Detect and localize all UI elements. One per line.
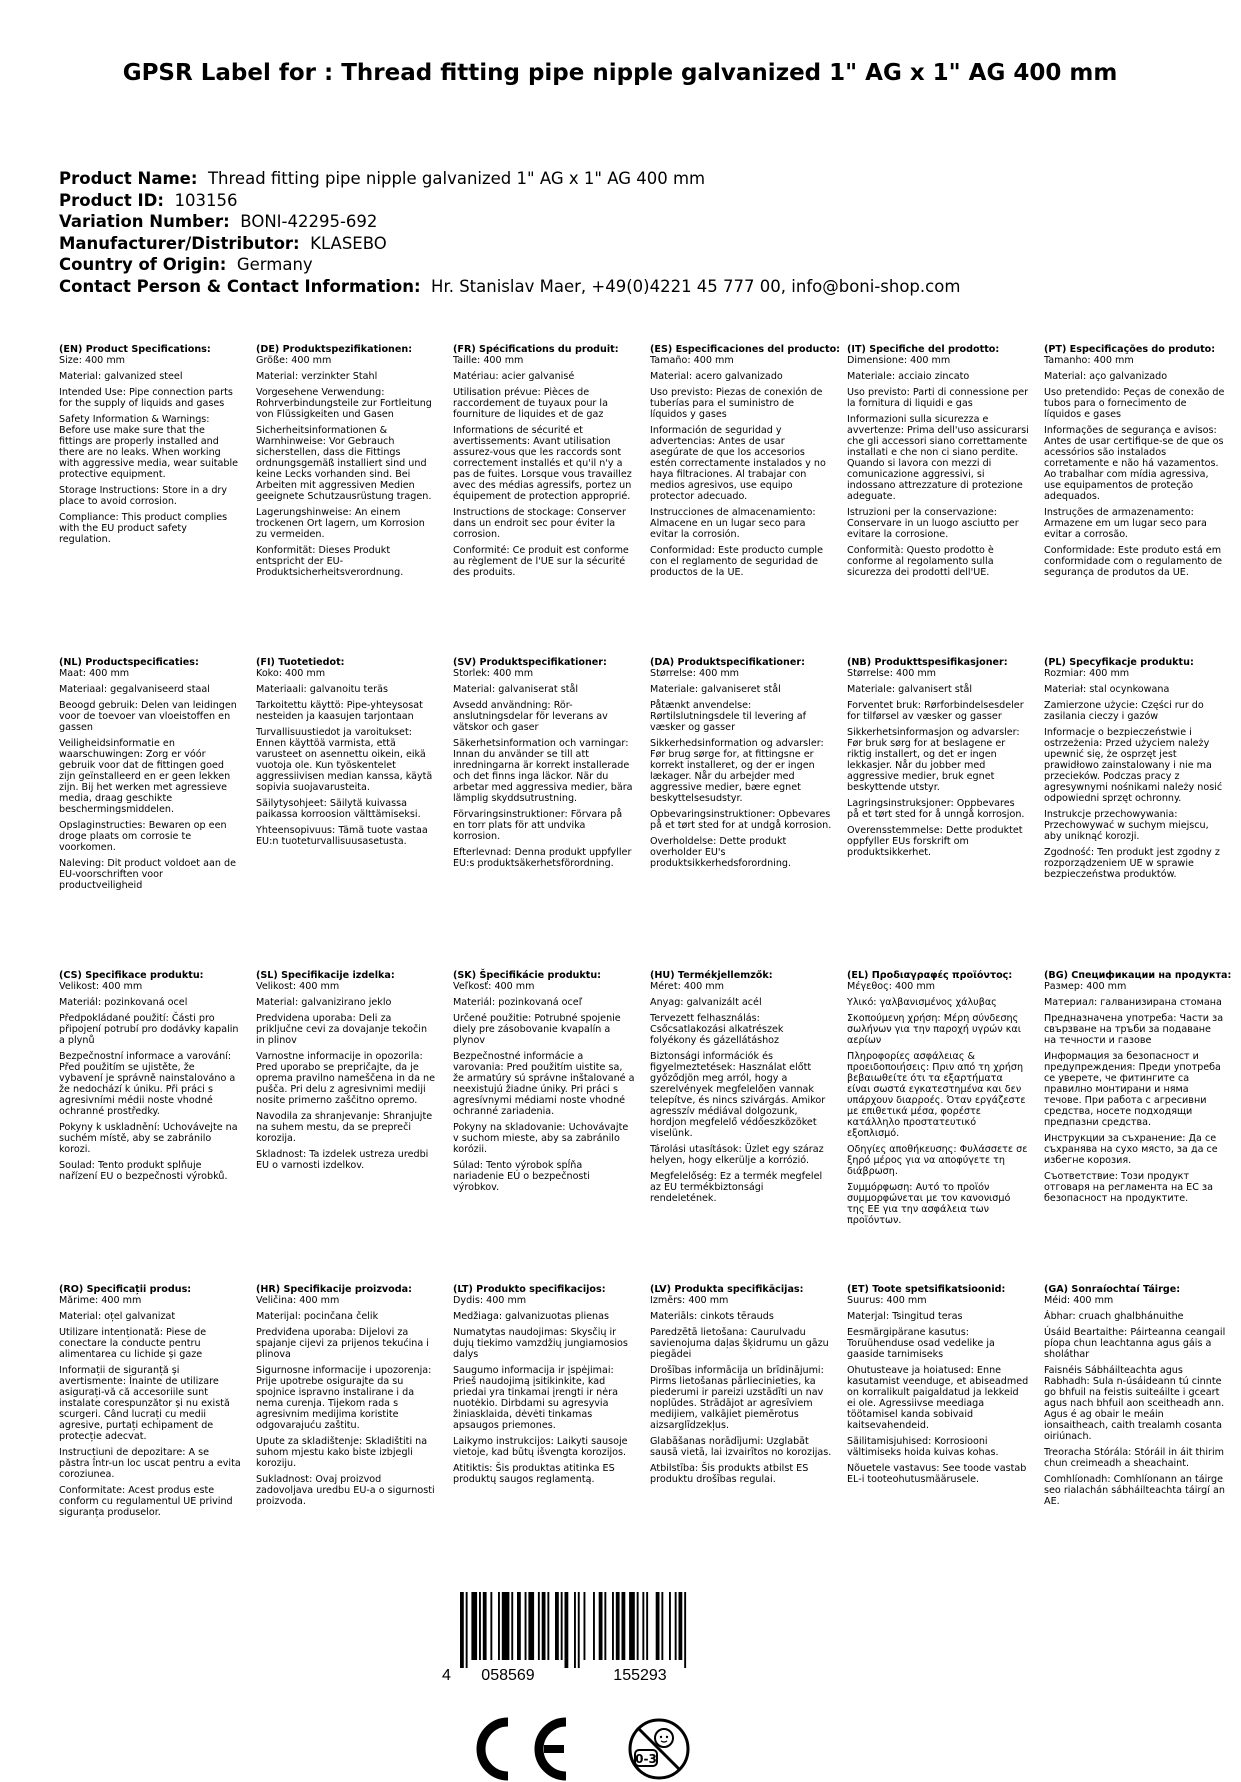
spec-heading: (ET) Toote spetsifikatsioonid: bbox=[847, 1284, 1006, 1295]
spec-item: Maat: 400 mm bbox=[59, 668, 130, 679]
spec-item: Instrukcje przechowywania: Przechowywać w suchym miejscu, aby uniknąć korozji. bbox=[1044, 809, 1209, 842]
info-row bbox=[59, 190, 960, 212]
spec-item: Varnostne informacije in opozorila: Pred uporabo se prepričajte, da je oprema pravilno nameščena in da ne pušča. Pri delu z agresivnimi mediji nosite primerno zaščitno opremo. bbox=[256, 1051, 435, 1106]
spec-item: Veličina: 400 mm bbox=[256, 1295, 340, 1306]
barcode-bar bbox=[542, 1592, 546, 1660]
spec-item: Sukladnost: Ovaj proizvod zadovoljava uredbu EU-a o sigurnosti proizvoda. bbox=[256, 1474, 435, 1507]
spec-item: Méret: 400 mm bbox=[650, 981, 724, 992]
spec-item: Material: acero galvanizado bbox=[650, 371, 783, 382]
spec-item: Съответствие: Този продукт отговаря на регламента на ЕС за безопасност на продуктите. bbox=[1044, 1171, 1213, 1204]
spec-item: Μέγεθος: 400 mm bbox=[847, 981, 936, 992]
barcode-bar bbox=[525, 1592, 527, 1660]
spec-item: Opbevaringsinstruktioner: Opbevares på et tørt sted for at undgå korrosion. bbox=[650, 809, 832, 831]
spec-item: Материал: галванизирана стомана bbox=[1044, 997, 1222, 1008]
barcode-bar bbox=[669, 1592, 671, 1660]
spec-heading: (DE) Produktspezifikationen: bbox=[256, 344, 413, 355]
spec-item: Conformità: Questo prodotto è conforme al regolamento sulla sicurezza dei prodotti dell'UE. bbox=[847, 545, 994, 578]
spec-heading: (SL) Specifikacije izdelka: bbox=[256, 970, 395, 981]
spec-item: Instrucciones de almacenamiento: Almacene en un lugar seco para evitar la corrosión. bbox=[650, 507, 816, 540]
spec-item: Информация за безопасност и предупреждения: Преди употреба се уверете, че фитингите са правилно монтирани и няма течове. При работа с агресивни средства, носете подходящи предпазни средства. bbox=[1044, 1051, 1221, 1128]
barcode-bar bbox=[629, 1592, 635, 1660]
spec-block bbox=[650, 1284, 832, 1490]
barcode-bar bbox=[483, 1592, 487, 1660]
barcode-bar bbox=[538, 1592, 540, 1660]
info-row bbox=[59, 168, 960, 190]
spec-item: Treoracha Stórála: Stóráil in áit thirim chun creimeadh a sheachaint. bbox=[1044, 1447, 1224, 1469]
spec-item: Información de seguridad y advertencias: Antes de usar asegúrate de que los accesorios estén correctamente instalados y no haya filtraciones. Al trabajar con medios agresivos, use equipo protector adecuado. bbox=[650, 425, 826, 502]
spec-item: Navodila za shranjevanje: Shranjujte na suhem mestu, da se prepreči korozija. bbox=[256, 1111, 433, 1144]
spec-item: Tarkoitettu käyttö: Pipe-yhteysosat nesteiden ja kaasujen tarjontaan bbox=[256, 700, 423, 722]
barcode-bar bbox=[555, 1592, 559, 1660]
spec-heading: (EL) Προδιαγραφές προϊόντος: bbox=[847, 970, 1013, 981]
spec-item: Размер: 400 mm bbox=[1044, 981, 1127, 992]
spec-item: Material: galvaniserat stål bbox=[453, 684, 579, 695]
spec-heading: (FR) Spécifications du produit: bbox=[453, 344, 619, 355]
spec-block bbox=[256, 344, 438, 583]
info-value: 103156 bbox=[174, 190, 238, 210]
spec-item: Conformitate: Acest produs este conform cu regulamentul UE privind siguranța produselor. bbox=[59, 1485, 233, 1518]
spec-item: Intended Use: Pipe connection parts for the supply of liquids and gases bbox=[59, 387, 233, 409]
spec-item: Tamanho: 400 mm bbox=[1044, 355, 1134, 366]
info-value: Germany bbox=[236, 255, 313, 274]
spec-item: Størrelse: 400 mm bbox=[847, 668, 937, 679]
spec-item: Sigurnosne informacije i upozorenja: Prije upotrebe osigurajte da su spojnice ispravno instalirane i da nema curenja. Tijekom rada s agresivnim medijima koristite odgovarajuću zaštitu. bbox=[256, 1365, 432, 1431]
spec-item: Velikost: 400 mm bbox=[59, 981, 143, 992]
page-title: GPSR Label for : Thread fitting pipe nipple galvanized 1" AG x 1" AG 400 mm bbox=[122, 60, 1118, 86]
spec-item: Méid: 400 mm bbox=[1044, 1295, 1114, 1306]
spec-item: Safety Information & Warnings: Before use make sure that the fittings are properly installed and there are no leaks. When working with aggressive media, wear suitable protective equipment. bbox=[59, 414, 239, 480]
spec-item: Biztonsági információk és figyelmeztetések: Használat előtt győződjön meg arról, hogy a szerelvények megfelelően vannak telepítve, és nincs szivárgás. Amikor agresszív médiával dolgozunk, hordjon megfelelő védőeszközöket viselünk. bbox=[650, 1051, 826, 1139]
barcode-bar bbox=[502, 1592, 510, 1660]
spec-item: Velikost: 400 mm bbox=[256, 981, 340, 992]
spec-item: Materiál: pozinkovaná ocel bbox=[59, 997, 188, 1008]
spec-item: Megfelelőség: Ez a termék megfelel az EU termékbiztonsági rendeletének. bbox=[650, 1171, 823, 1204]
spec-heading: (FI) Tuotetiedot: bbox=[256, 657, 345, 668]
barcode-bar bbox=[679, 1592, 683, 1660]
product-info bbox=[59, 168, 960, 297]
spec-item: Σκοπούμενη χρήση: Μέρη σύνδεσης σωλήνων για την παροχή υγρών και αερίων bbox=[847, 1013, 1021, 1046]
spec-item: Предназначена употреба: Части за свързване на тръби за подаване на течности и газове bbox=[1044, 1013, 1224, 1046]
spec-item: Materiale: galvaniseret stål bbox=[650, 684, 781, 695]
spec-item: Informações de segurança e avisos: Antes de usar certifique-se de que os acessórios são instalados corretamente e não há vazamentos. Ao trabalhar com mídia agressiva, use equipamentos de proteção adequados. bbox=[1044, 425, 1224, 502]
spec-heading: (LT) Produkto specifikacijos: bbox=[453, 1284, 606, 1295]
spec-heading: (HR) Specifikacije proizvoda: bbox=[256, 1284, 412, 1295]
spec-item: Conformidad: Este producto cumple con el reglamento de seguridad de productos de la UE. bbox=[650, 545, 823, 578]
spec-item: Materiale: acciaio zincato bbox=[847, 371, 970, 382]
info-label: Manufacturer/Distributor: bbox=[59, 233, 300, 253]
spec-heading: (PT) Especificações do produto: bbox=[1044, 344, 1216, 355]
info-value: Hr. Stanislav Maer, +49(0)4221 45 777 00, info@boni-shop.com bbox=[431, 276, 961, 296]
spec-item: Informazioni sulla sicurezza e avvertenze: Prima dell'uso assicurarsi che gli accessori siano correttamente installati e che non ci siano perdite. Quando si lavora con mezzi di comunicazione aggressivi, si indossano attrezzature di protezione adeguate. bbox=[847, 414, 1029, 502]
spec-item: Efterlevnad: Denna produkt uppfyller EU:s produktsäkerhetsförordning. bbox=[453, 847, 632, 869]
spec-item: Instructions de stockage: Conserver dans un endroit sec pour éviter la corrosion. bbox=[453, 507, 626, 540]
spec-heading: (ES) Especificaciones del producto: bbox=[650, 344, 841, 355]
spec-item: Material: oțel galvanizat bbox=[59, 1311, 176, 1322]
barcode-bar bbox=[612, 1592, 614, 1660]
spec-item: Tárolási utasítások: Üzlet egy száraz helyen, hogy elkerülje a korrózió. bbox=[650, 1144, 824, 1166]
spec-heading: (LV) Produkta specifikācijas: bbox=[650, 1284, 804, 1295]
spec-item: Dimensione: 400 mm bbox=[847, 355, 951, 366]
info-value: Thread fitting pipe nipple galvanized 1" AG x 1" AG 400 mm bbox=[207, 169, 706, 188]
info-row bbox=[59, 276, 960, 298]
spec-item: Laikymo instrukcijos: Laikyti sausoje vietoje, kad būtų išvengta korozijos. bbox=[453, 1436, 628, 1458]
spec-heading: (EN) Product Specifications: bbox=[59, 344, 211, 355]
barcode-bar bbox=[517, 1592, 521, 1660]
spec-item: Zgodność: Ten produkt jest zgodny z rozporządzeniem UE w sprawie bezpieczeństwa produktów. bbox=[1044, 847, 1220, 880]
spec-item: Bezpečnostní informace a varování: Před použitím se ujistěte, že vybavení je správně nainstalováno a že nedochází k úniku. Při práci s agresivními médii noste vhodné ochranné prostředky. bbox=[59, 1051, 236, 1117]
barcode-bar bbox=[593, 1592, 595, 1660]
spec-item: Koko: 400 mm bbox=[256, 668, 326, 679]
spec-block bbox=[1044, 1284, 1226, 1512]
spec-item: Informații de siguranță și avertismente: Înainte de utilizare asigurați-vă că accesoriile sunt instalate corespunzător și nu există scurgeri. Când lucrați cu medii agresive, purtați echipament de protecție adecvat. bbox=[59, 1365, 230, 1442]
spec-heading: (NB) Produkttspesifikasjoner: bbox=[847, 657, 1008, 668]
spec-block bbox=[453, 344, 635, 583]
spec-item: Ohutusteave ja hoiatused: Enne kasutamist veenduge, et abiseadmed on korralikult paigaldatud ja lekkeid ei ole. Agressiivse meediaga töötamisel kanda sobivaid kaitsevahendeid. bbox=[847, 1365, 1029, 1431]
spec-item: Υλικό: γαλβανισμένος χάλυβας bbox=[847, 997, 997, 1008]
spec-heading: (PL) Specyfikacje produktu: bbox=[1044, 657, 1194, 668]
spec-item: Veľkosť: 400 mm bbox=[453, 981, 535, 992]
spec-item: Turvallisuustiedot ja varoitukset: Ennen käyttöä varmista, että varusteet on asennettu oikein, eikä vuotoja ole. Kun työskentelet aggressiivisen median kanssa, käytä sopivia suojavarusteita. bbox=[256, 727, 433, 793]
spec-block bbox=[650, 970, 832, 1209]
spec-item: Upute za skladištenje: Skladištiti na suhom mjestu kako biste izbjegli koroziju. bbox=[256, 1436, 428, 1469]
barcode-bar bbox=[528, 1592, 534, 1660]
barcode-bar bbox=[599, 1592, 603, 1660]
spec-block bbox=[650, 657, 832, 874]
barcode-bar bbox=[511, 1592, 513, 1660]
spec-item: Størrelse: 400 mm bbox=[650, 668, 740, 679]
spec-block bbox=[847, 970, 1029, 1231]
spec-item: Material: verzinkter Stahl bbox=[256, 371, 378, 382]
spec-item: Größe: 400 mm bbox=[256, 355, 332, 366]
spec-heading: (BG) Спецификации на продукта: bbox=[1044, 970, 1232, 981]
spec-item: Lagringsinstruksjoner: Oppbevares på et tørt sted for å unngå korrosjon. bbox=[847, 798, 1025, 820]
spec-block bbox=[59, 970, 241, 1187]
spec-item: Uso pretendido: Peças de conexão de tubos para o fornecimento de líquidos e gases bbox=[1044, 387, 1225, 420]
spec-block bbox=[847, 1284, 1029, 1490]
info-label: Product Name: bbox=[59, 169, 198, 188]
spec-block bbox=[453, 970, 635, 1198]
spec-block bbox=[1044, 344, 1226, 583]
spec-block bbox=[453, 1284, 635, 1490]
spec-item: Soulad: Tento produkt splňuje nařízení EU o bezpečnosti výrobků. bbox=[59, 1160, 228, 1182]
spec-item: Materiale: galvanisert stål bbox=[847, 684, 973, 695]
barcode-digits-left: 058569 bbox=[481, 1667, 535, 1684]
spec-item: Bezpečnostné informácie a varovania: Pred použitím uistite sa, že armatúry sú správne inštalované a neexistujú žiadne úniky. Pri práci s agresívnymi médiami noste vhodné ochranné zariadenia. bbox=[453, 1051, 635, 1117]
spec-item: Instrucțiuni de depozitare: A se păstra într-un loc uscat pentru a evita coroziunea. bbox=[59, 1447, 241, 1480]
spec-item: Atitiktis: Šis produktas atitinka ES produktų saugos reglamentą. bbox=[453, 1463, 615, 1485]
spec-block bbox=[650, 344, 841, 583]
info-value: BONI-42295-692 bbox=[240, 212, 378, 231]
info-label: Contact Person & Contact Information: bbox=[59, 276, 421, 296]
ce-mark-icon bbox=[456, 1716, 576, 1782]
spec-item: Istruzioni per la conservazione: Conservare in un luogo asciutto per evitare la corrosione. bbox=[847, 507, 1019, 540]
spec-block bbox=[59, 344, 241, 550]
spec-block bbox=[1044, 970, 1232, 1209]
spec-item: Dydis: 400 mm bbox=[453, 1295, 527, 1306]
spec-item: Skladnost: Ta izdelek ustreza uredbi EU o varnosti izdelkov. bbox=[256, 1149, 429, 1171]
spec-item: Storlek: 400 mm bbox=[453, 668, 534, 679]
spec-item: Drošības informācija un brīdinājumi: Pirms lietošanas pārliecinieties, ka piederumi ir pareizi uzstādīti un nav noplūdes. Strādājot ar agresīviem medijiem, valkājiet piemērotus aizsarglīdzekļus. bbox=[650, 1365, 824, 1431]
spec-item: Sikkerhetsinformasjon og advarsler: Før bruk sørg for at beslagene er riktig installert, og det er ingen lekkasjer. Når du jobber med aggressive medier, bruk egnet beskyttende utstyr. bbox=[847, 727, 1020, 793]
spec-block bbox=[256, 970, 438, 1176]
barcode-bar bbox=[578, 1592, 580, 1668]
barcode-bar bbox=[466, 1592, 468, 1668]
spec-item: Lagerungshinweise: An einem trockenen Ort lagern, um Korrosion zu vermeiden. bbox=[256, 507, 425, 540]
spec-item: Sicherheitsinformationen & Warnhinweise: Vor Gebrauch sicherstellen, dass die Fittings ordnungsgemäß installiert sind und keine Lecks vorhanden sind. Bei Arbeiten mit aggressiven Medien geeignete Schutzausrüstung tragen. bbox=[256, 425, 432, 502]
spec-item: Utilisation prévue: Pièces de raccordement de tuyaux pour la fourniture de liquides et de gaz bbox=[453, 387, 608, 420]
barcode-bar bbox=[616, 1592, 620, 1660]
barcode-bar bbox=[656, 1592, 660, 1660]
info-label: Product ID: bbox=[59, 190, 164, 210]
barcode-bar bbox=[565, 1592, 569, 1668]
spec-item: Beoogd gebruik: Delen van leidingen voor de toevoer van vloeistoffen en gassen bbox=[59, 700, 237, 733]
spec-item: Předpokládané použití: Části pro připojení potrubí pro dodávky kapalin a plynů bbox=[59, 1013, 239, 1046]
spec-item: Predviđena uporaba: Dijelovi za spajanje cijevi za prijenos tekućina i plinova bbox=[256, 1327, 429, 1360]
spec-item: Pokyny k uskladnění: Uchovávejte na suchém místě, aby se zabránilo korozi. bbox=[59, 1122, 238, 1155]
spec-item: Taille: 400 mm bbox=[453, 355, 524, 366]
spec-item: Mărime: 400 mm bbox=[59, 1295, 142, 1306]
barcode-bar bbox=[547, 1592, 549, 1660]
spec-item: Yhteensopivuus: Tämä tuote vastaa EU:n tuoteturvallisuusasetusta. bbox=[256, 825, 428, 847]
barcode-bar bbox=[490, 1592, 492, 1660]
info-row bbox=[59, 211, 960, 233]
spec-item: Rozmiar: 400 mm bbox=[1044, 668, 1130, 679]
spec-item: Matériau: acier galvanisé bbox=[453, 371, 575, 382]
spec-item: Suurus: 400 mm bbox=[847, 1295, 927, 1306]
spec-item: Οδηγίες αποθήκευσης: Φυλάσσετε σε ξηρό μέρος για να αποφύγετε τη διάβρωση. bbox=[847, 1144, 1028, 1177]
age-label: 0-3 bbox=[635, 1752, 657, 1766]
spec-item: Säkerhetsinformation och varningar: Innan du använder se till att inredningarna är korrekt installerade och det finns inga läckor. När du arbetar med aggressiva medier, bära lämplig skyddsutrustning. bbox=[453, 738, 633, 804]
spec-item: Eesmärgipärane kasutus: Toruühenduse osad vedelike ja gaaside tarnimiseks bbox=[847, 1327, 995, 1360]
spec-item: Materiał: stal ocynkowana bbox=[1044, 684, 1170, 695]
spec-block bbox=[256, 657, 438, 852]
spec-item: Materjal: Tsingitud teras bbox=[847, 1311, 963, 1322]
spec-item: Compliance: This product complies with the EU product safety regulation. bbox=[59, 512, 228, 545]
info-value: KLASEBO bbox=[310, 233, 387, 253]
spec-item: Comhlíonadh: Comhlíonann an táirge seo rialachán sábháilteachta táirgí an AE. bbox=[1044, 1474, 1225, 1507]
barcode-bar bbox=[622, 1592, 626, 1660]
barcode-bar bbox=[661, 1592, 663, 1660]
barcode-bar bbox=[498, 1592, 500, 1660]
spec-item: Material: aço galvanizado bbox=[1044, 371, 1168, 382]
spec-item: Συμμόρφωση: Αυτό το προϊόν συμμορφώνεται με τον κανονισμό της ΕΕ για την ασφάλεια των προϊόντων. bbox=[847, 1182, 1011, 1226]
spec-item: Medžiaga: galvanizuotas plienas bbox=[453, 1311, 609, 1322]
barcode-bar bbox=[460, 1592, 464, 1668]
spec-item: Konformität: Dieses Produkt entspricht der EU-Produktsicherheitsverordnung. bbox=[256, 545, 404, 578]
spec-item: Πληροφορίες ασφάλειας & προειδοποιήσεις: Πριν από τη χρήση βεβαιωθείτε ότι τα εξαρτήματα είναι σωστά εγκατεστημένα και δεν υπάρχουν διαρροές. Όταν εργάζεστε με επιθετικά μέσα, φορέστε κατάλληλο προστατευτικό εξοπλισμό. bbox=[847, 1051, 1026, 1139]
barcode-bar bbox=[646, 1592, 648, 1660]
info-row bbox=[59, 233, 960, 255]
spec-item: Vorgesehene Verwendung: Rohrverbindungsteile zur Fortleitung von Flüssigkeiten und Gasen bbox=[256, 387, 432, 420]
spec-item: Materiaal: gegalvaniseerd staal bbox=[59, 684, 210, 695]
barcode-bar bbox=[561, 1592, 563, 1660]
spec-item: Overensstemmelse: Dette produktet oppfyller EUs forskrift om produktsikkerhet. bbox=[847, 825, 1023, 858]
spec-heading: (NL) Productspecificaties: bbox=[59, 657, 199, 668]
spec-heading: (CS) Specifikace produktu: bbox=[59, 970, 204, 981]
spec-block bbox=[847, 344, 1029, 583]
spec-item: Izmērs: 400 mm bbox=[650, 1295, 729, 1306]
info-label: Variation Number: bbox=[59, 212, 230, 231]
spec-block bbox=[59, 657, 241, 896]
spec-item: Informations de sécurité et avertissements: Avant utilisation assurez-vous que les raccords sont correctement installés et qu'il n'y a pas de fuites. Lorsque vous travaillez avec des médias agressifs, portez un équipement de protection approprié. bbox=[453, 425, 632, 502]
spec-item: Veiligheidsinformatie en waarschuwingen: Zorg er vóór gebruik voor dat de fittingen goed zijn geïnstalleerd en er geen lekken zijn. Bij het werken met agressieve media, draag geschikte beschermingsmiddelen. bbox=[59, 738, 231, 815]
spec-item: Paredzētā lietošana: Caurulvadu savienojuma daļas šķidrumu un gāzu piegādei bbox=[650, 1327, 829, 1360]
spec-item: Určené použitie: Potrubné spojenie diely pre zásobovanie kvapalín a plynov bbox=[453, 1013, 621, 1046]
spec-item: Forventet bruk: Rørforbindelsesdeler for tilførsel av væsker og gasser bbox=[847, 700, 1024, 722]
spec-item: Säilytysohjeet: Säilytä kuivassa paikassa korroosion välttämiseksi. bbox=[256, 798, 421, 820]
spec-heading: (GA) Sonraíochtaí Táirge: bbox=[1044, 1284, 1181, 1295]
barcode-bar bbox=[684, 1592, 686, 1668]
spec-item: Säilitamisjuhised: Korrosiooni vältimiseks hoida kuivas kohas. bbox=[847, 1436, 999, 1458]
barcode-bar bbox=[642, 1592, 644, 1660]
spec-item: Glabāšanas norādījumi: Uzglabāt sausā vietā, lai izvairītos no korozijas. bbox=[650, 1436, 832, 1458]
spec-item: Tervezett felhasználás: Csőcsatlakozási alkatrészek folyékony és gázellátáshoz bbox=[650, 1013, 784, 1046]
spec-heading: (HU) Termékjellemzők: bbox=[650, 970, 773, 981]
spec-item: Material: galvanizirano jeklo bbox=[256, 997, 392, 1008]
spec-item: Conformidade: Este produto está em conformidade com o regulamento de segurança de produtos da UE. bbox=[1044, 545, 1223, 578]
barcode-bar bbox=[574, 1592, 576, 1668]
spec-item: Pokyny na skladovanie: Uchovávajte v suchom mieste, aby sa zabránilo korózii. bbox=[453, 1122, 629, 1155]
spec-item: Size: 400 mm bbox=[59, 355, 126, 366]
spec-block bbox=[847, 657, 1029, 863]
spec-item: Instruções de armazenamento: Armazene em um lugar seco para evitar a corrosão. bbox=[1044, 507, 1207, 540]
spec-heading: (IT) Specifiche del prodotto: bbox=[847, 344, 1000, 355]
barcode-bar bbox=[584, 1592, 586, 1660]
spec-item: Súlad: Tento výrobok spĺňa nariadenie EÚ o bezpečnosti výrobkov. bbox=[453, 1160, 590, 1193]
spec-item: Naleving: Dit product voldoet aan de EU-voorschriften voor productveiligheid bbox=[59, 858, 236, 891]
barcode-bar bbox=[471, 1592, 477, 1660]
spec-item: Anyag: galvanizált acél bbox=[650, 997, 762, 1008]
spec-item: Materiāls: cinkots tērauds bbox=[650, 1311, 774, 1322]
spec-item: Faisnéis Sábháilteachta agus Rabhadh: Sula n-úsáideann tú cinnte go bhfuil na feistis suiteáilte i gceart agus nach bhfuil aon sceitheadh ann. Agus é ag obair le meáin ionsaitheach, caith trealamh cosanta oiriúnach. bbox=[1044, 1365, 1225, 1442]
spec-item: Påtænkt anvendelse: Rørtilslutningsdele til levering af væsker og gasser bbox=[650, 700, 806, 733]
spec-item: Opslaginstructies: Bewaren op een droge plaats om corrosie te voorkomen. bbox=[59, 820, 227, 853]
barcode-bar bbox=[637, 1592, 639, 1660]
spec-item: Инструкции за съхранение: Да се съхранява на сухо място, за да се избегне корозия. bbox=[1044, 1133, 1218, 1166]
spec-item: Conformité: Ce produit est conforme au règlement de l'UE sur la sécurité des produits. bbox=[453, 545, 629, 578]
spec-item: Utilizare intenționată: Piese de conectare la conducte pentru alimentarea cu lichide și gaze bbox=[59, 1327, 207, 1360]
info-label: Country of Origin: bbox=[59, 255, 227, 274]
spec-item: Uso previsto: Parti di connessione per la fornitura di liquidi e gas bbox=[847, 387, 1029, 409]
spec-item: Saugumo informacija ir įspėjimai: Prieš naudojimą įsitikinkite, kad priedai yra tinkamai įrengti ir nėra nuotėkio. Dirbdami su agresyvia žiniasklaida, dėvėti tinkamas apsaugos priemones. bbox=[453, 1365, 618, 1431]
spec-item: Predvidena uporaba: Deli za priključne cevi za dovajanje tekočin in plinov bbox=[256, 1013, 428, 1046]
spec-block bbox=[1044, 657, 1226, 885]
barcode-bar bbox=[479, 1592, 481, 1660]
spec-item: Numatytas naudojimas: Skysčių ir dujų tiekimo vamzdžių jungiamosios dalys bbox=[453, 1327, 628, 1360]
barcode-digits-right: 155293 bbox=[613, 1667, 667, 1684]
barcode-bar bbox=[675, 1592, 677, 1660]
spec-item: Avsedd användning: Rör-anslutningsdelar för leverans av vätskor och gaser bbox=[453, 700, 608, 733]
not-for-children-0-3-icon bbox=[626, 1716, 692, 1782]
spec-heading: (RO) Specificații produs: bbox=[59, 1284, 192, 1295]
spec-heading: (SV) Produktspecifikationer: bbox=[453, 657, 607, 668]
spec-item: Úsáid Beartaithe: Páirteanna ceangail píopa chun leachtanna agus gáis a sholáthar bbox=[1044, 1327, 1226, 1360]
spec-item: Storage Instructions: Store in a dry place to avoid corrosion. bbox=[59, 485, 228, 507]
barcode-bar bbox=[604, 1592, 606, 1660]
spec-item: Material: galvanized steel bbox=[59, 371, 183, 382]
spec-item: Materijal: pocinčana čelik bbox=[256, 1311, 379, 1322]
spec-heading: (DA) Produktspecifikationer: bbox=[650, 657, 805, 668]
spec-item: Overholdelse: Dette produkt overholder EU's produktsikkerhedsforordning. bbox=[650, 836, 792, 869]
spec-item: Atbilstība: Šis produkts atbilst ES produktu drošības regulai. bbox=[650, 1463, 809, 1485]
spec-block bbox=[256, 1284, 438, 1512]
spec-item: Uso previsto: Piezas de conexión de tuberías para el suministro de líquidos y gases bbox=[650, 387, 823, 420]
spec-item: Informacje o bezpieczeństwie i ostrzeżenia: Przed użyciem należy upewnić się, że osprzęt jest prawidłowo zainstalowany i nie ma przecieków. Podczas pracy z agresywnymi nośnikami należy nosić odpowiedni sprzęt ochronny. bbox=[1044, 727, 1223, 804]
spec-item: Materiál: pozinkovaná oceľ bbox=[453, 997, 583, 1008]
ean-barcode bbox=[440, 1592, 730, 1684]
spec-block bbox=[59, 1284, 241, 1523]
spec-item: Förvaringsinstruktioner: Förvara på en torr plats för att undvika korrosion. bbox=[453, 809, 623, 842]
spec-item: Materiaali: galvanoitu teräs bbox=[256, 684, 388, 695]
spec-item: Zamierzone użycie: Części rur do zasilania cieczy i gazów bbox=[1044, 700, 1204, 722]
barcode-digit-lead: 4 bbox=[442, 1667, 451, 1684]
info-row bbox=[59, 254, 960, 276]
spec-heading: (SK) Špecifikácie produktu: bbox=[453, 970, 602, 981]
spec-item: Ábhar: cruach ghalbhánuithe bbox=[1044, 1311, 1184, 1322]
spec-item: Nõuetele vastavus: See toode vastab EL-i tooteohutusmäärusele. bbox=[847, 1463, 1027, 1485]
spec-item: Tamaño: 400 mm bbox=[650, 355, 734, 366]
spec-item: Sikkerhedsinformation og advarsler: Før brug sørge for, at fittingsne er korrekt installeret, og der er ingen lækager. Når du arbejder med aggressive medier, bære egnet beskyttelsesudstyr. bbox=[650, 738, 824, 804]
spec-block bbox=[453, 657, 635, 874]
